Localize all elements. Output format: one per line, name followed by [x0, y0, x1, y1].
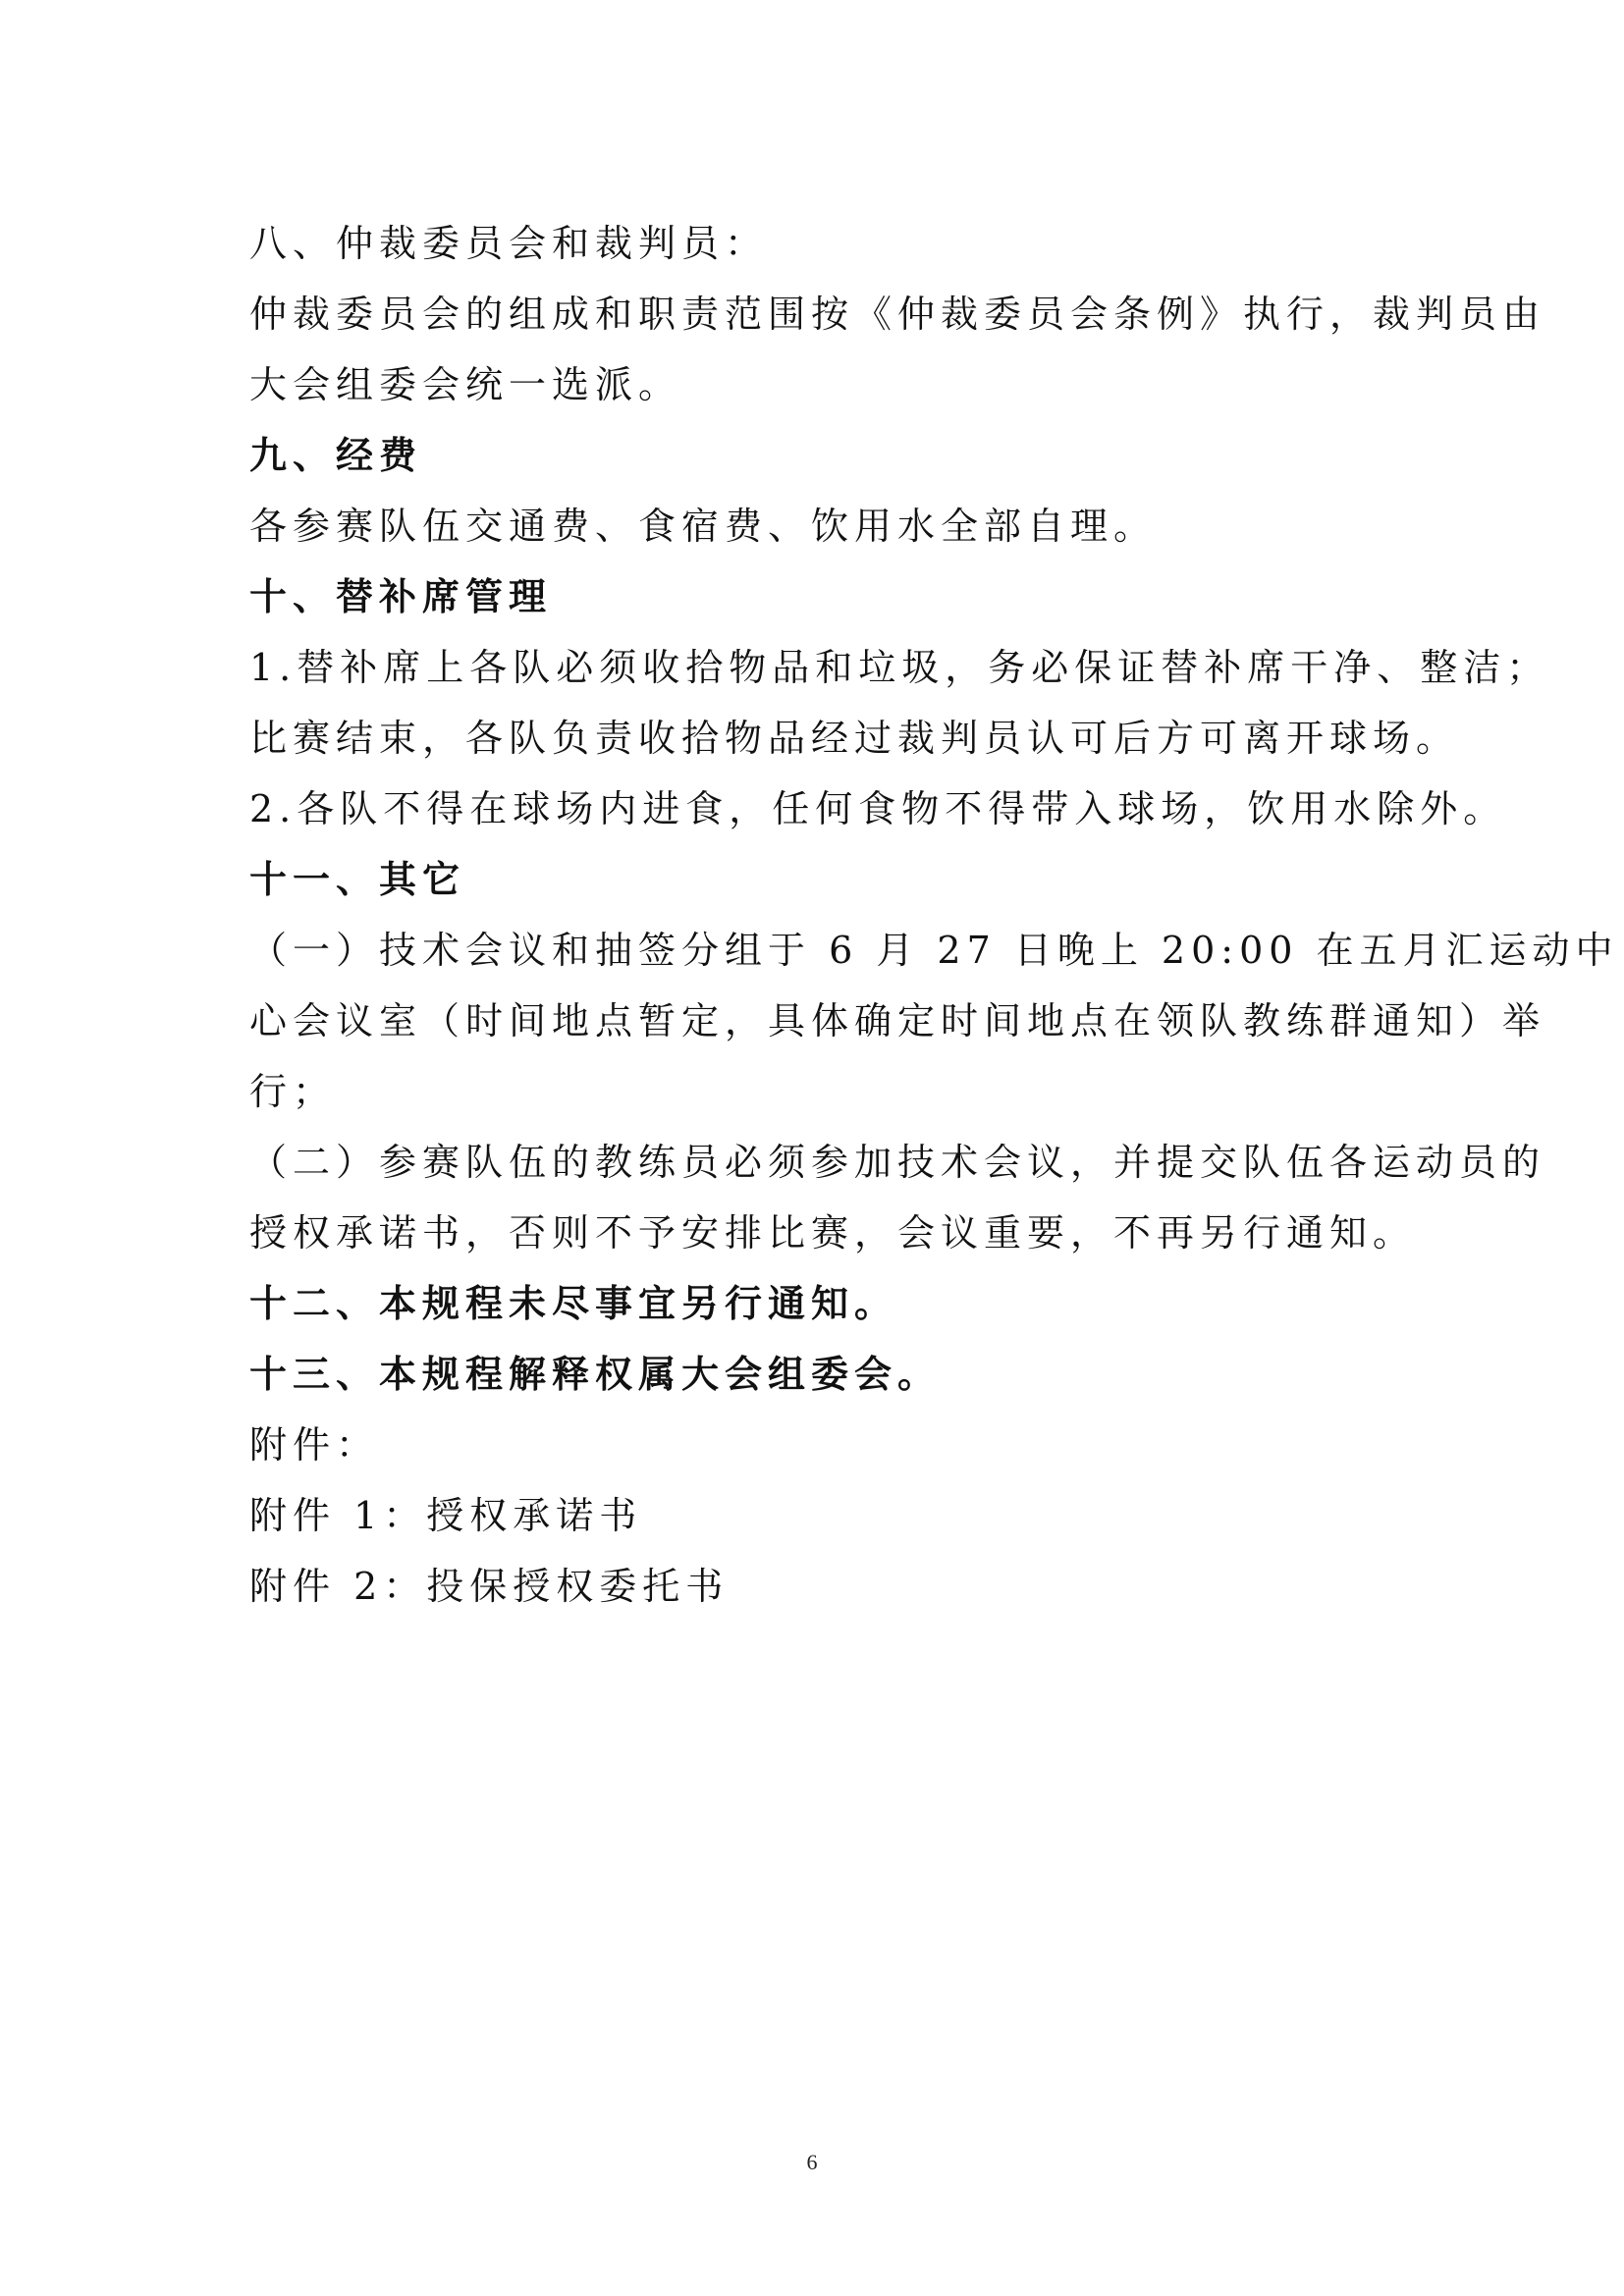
section-heading-interpretation: 十三、本规程解释权属大会组委会。: [249, 1353, 942, 1396]
paragraph-line: 授权承诺书，否则不予安排比赛，会议重要，不再另行通知。: [249, 1211, 1417, 1255]
attachment-item: 附件 1：授权承诺书: [249, 1494, 643, 1537]
paragraph-line: 比赛结束，各队负责收拾物品经过裁判员认可后方可离开球场。: [249, 717, 1460, 760]
paragraph-line: （二）参赛队伍的教练员必须参加技术会议，并提交队伍各运动员的: [249, 1141, 1546, 1184]
section-heading-other: 十一、其它: [249, 858, 466, 901]
paragraph-line: 2.各队不得在球场内进食，任何食物不得带入球场，饮用水除外。: [249, 787, 1507, 830]
attachment-item: 附件 2：投保授权委托书: [249, 1565, 730, 1608]
page-number: 6: [806, 2150, 818, 2174]
paragraph-line: 心会议室（时间地点暂定，具体确定时间地点在领队教练群通知）举: [249, 999, 1546, 1042]
section-heading-unfinished-matters: 十二、本规程未尽事宜另行通知。: [249, 1282, 898, 1325]
paragraph-line: （一）技术会议和抽签分组于 6 月 27 日晚上 20:00 在五月汇运动中: [249, 929, 1619, 972]
section-heading-arbitration: 八、仲裁委员会和裁判员：: [249, 222, 769, 265]
attachments-label: 附件：: [249, 1423, 380, 1467]
section-heading-funding: 九、经费: [249, 434, 423, 477]
paragraph-line: 大会组委会统一选派。: [249, 363, 682, 406]
paragraph-line: 仲裁委员会的组成和职责范围按《仲裁委员会条例》执行，裁判员由: [249, 293, 1546, 336]
paragraph-line: 各参赛队伍交通费、食宿费、饮用水全部自理。: [249, 505, 1158, 548]
section-heading-bench-management: 十、替补席管理: [249, 575, 553, 618]
paragraph-line: 行；: [249, 1070, 337, 1113]
paragraph-line: 1.替补席上各队必须收拾物品和垃圾，务必保证替补席干净、整洁；: [249, 646, 1550, 689]
document-body: [249, 208, 1619, 1622]
